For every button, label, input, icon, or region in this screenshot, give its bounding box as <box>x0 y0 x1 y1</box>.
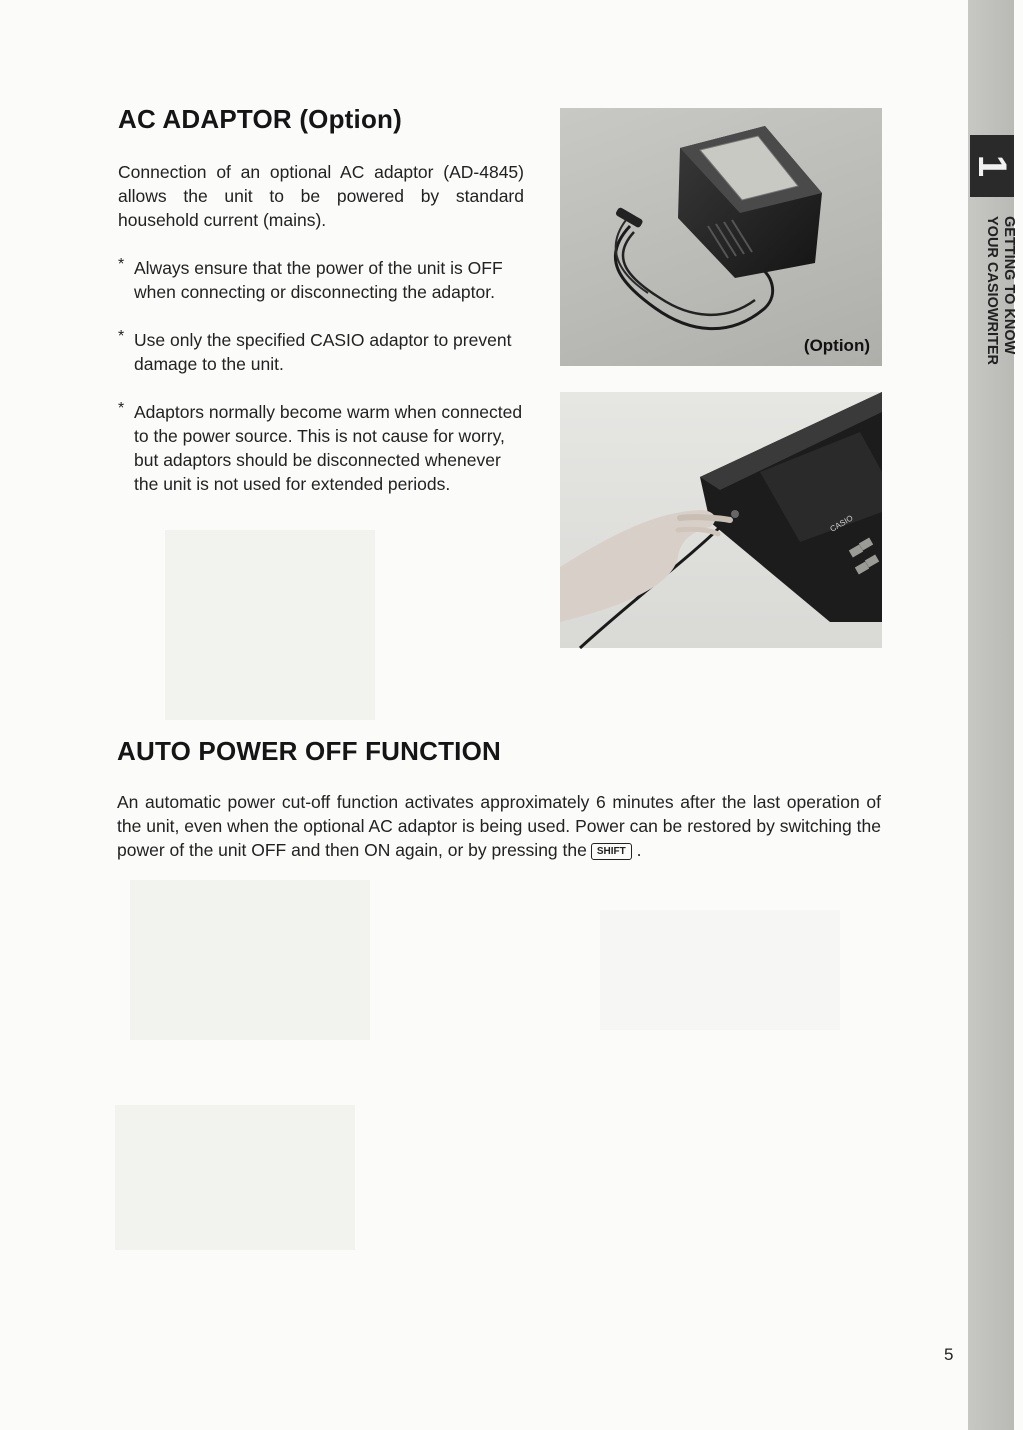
ac-adaptor-notes <box>118 256 524 520</box>
bleed-through-block <box>165 530 375 720</box>
ac-adaptor-photo <box>560 108 882 366</box>
sentence-end: . <box>636 840 642 860</box>
bullet-asterisk: * <box>118 328 125 345</box>
chapter-number-tab <box>970 135 1014 197</box>
note-text: Use only the specified CASIO adaptor to prevent damage to the unit. <box>134 330 512 374</box>
chapter-title-line2: YOUR CASIOWRITER <box>984 216 1000 366</box>
shift-key-icon: SHIFT <box>591 843 632 860</box>
bleed-through-block <box>115 1105 355 1250</box>
bullet-asterisk: * <box>118 256 125 273</box>
chapter-title-line1: GETTING TO KNOW <box>1001 216 1017 355</box>
chapter-side-tab <box>968 0 1014 1430</box>
page-number: 5 <box>944 1345 954 1364</box>
bullet-asterisk: * <box>118 400 125 417</box>
chapter-title-vertical <box>983 216 1017 396</box>
photo-caption-option: (Option) <box>803 336 870 355</box>
chapter-number: 1 <box>970 154 1014 178</box>
auto-power-off-body: An automatic power cut-off function activates approximately 6 minutes after the last operation of the unit, even when the optional AC adaptor is being used. Power can be restored by switching the power of the unit OFF and then ON again, or by pressing the <box>117 792 881 860</box>
section-title-ac-adaptor: AC ADAPTOR (Option) <box>118 104 402 134</box>
ac-adaptor-intro: Connection of an optional AC adaptor (AD-4845) allows the unit to be powered by standard household current (mains). <box>118 162 524 230</box>
auto-power-off-text <box>117 790 881 862</box>
note-text: Always ensure that the power of the unit is OFF when connecting or disconnecting the adaptor. <box>134 258 503 302</box>
ac-adaptor-illustration <box>560 108 882 366</box>
bleed-through-block <box>130 880 370 1040</box>
note-item <box>118 400 524 496</box>
plugging-adaptor-photo <box>560 392 882 648</box>
note-item <box>118 328 524 376</box>
note-text: Adaptors normally become warm when connected to the power source. This is not cause for worry, but adaptors should be disconnected whenever the unit is not used for extended periods. <box>134 402 523 494</box>
note-item <box>118 256 524 304</box>
device-brand-label: CASIO <box>828 513 855 534</box>
bleed-through-block <box>600 910 840 1030</box>
section-title-auto-power-off: AUTO POWER OFF FUNCTION <box>117 736 501 766</box>
plugging-illustration <box>560 392 882 648</box>
